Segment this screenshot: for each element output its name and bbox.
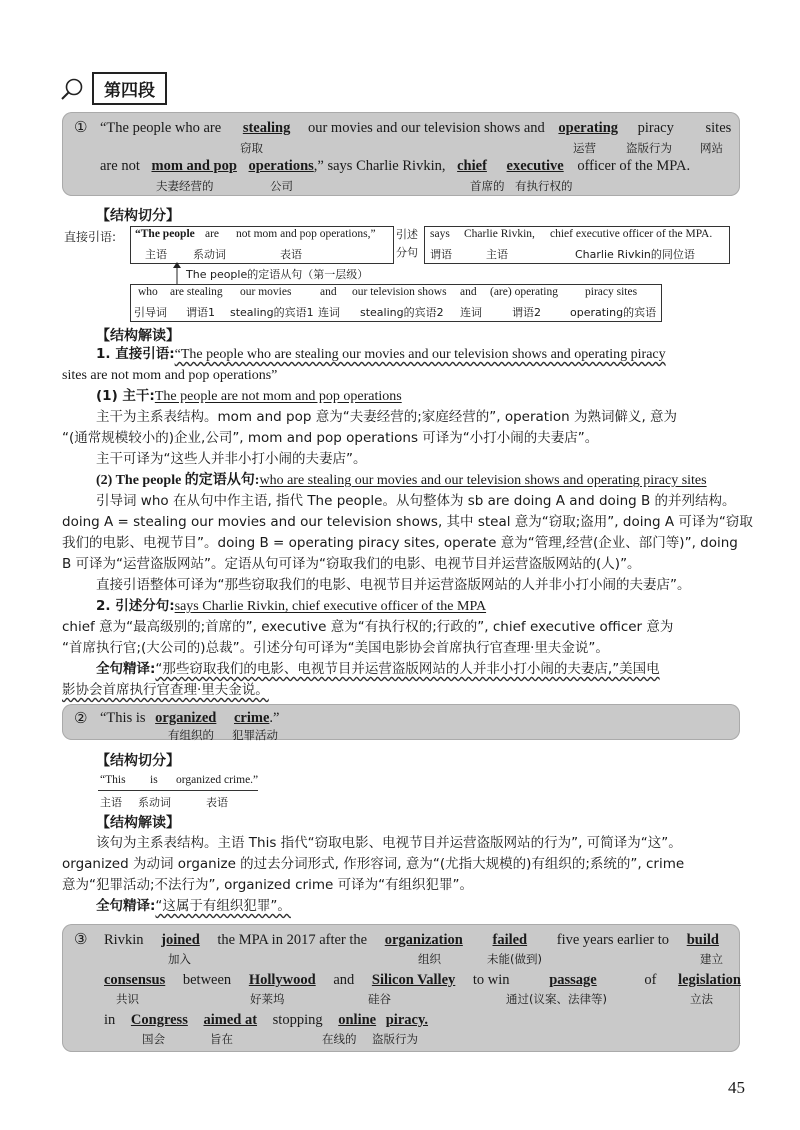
section-label: 【结构切分】 (96, 753, 180, 769)
split-word: and (460, 286, 477, 298)
split-gloss: 引导词 (134, 306, 167, 319)
gloss: 犯罪活动 (232, 728, 278, 742)
gloss: 建立 (700, 952, 723, 966)
gloss: 公司 (270, 179, 293, 193)
sentence-1-line-1: “The people who are stealing our movies and our television shows and operating piracy sites (100, 120, 732, 136)
paragraph: 主干可译为“这些人并非小打小闹的夫妻店”。 (96, 451, 367, 467)
paragraph: B 可译为“运营盗版网站”。定语从句可译为“窃取我们的电影、电视节目并运营盗版网站的(人)”。 (62, 556, 641, 572)
section-title: 第四段 (92, 72, 167, 105)
paragraph: 全句精译:“这属于有组织犯罪”。 (96, 898, 291, 914)
sentence-3-line-2: consensus between Hollywood and Silicon Valley to win passage of legislation (104, 972, 741, 988)
split-gloss: Charlie Rivkin的同位语 (575, 248, 695, 261)
split-word: are (205, 228, 220, 240)
gloss: 加入 (168, 952, 191, 966)
gloss: 夫妻经营的 (156, 179, 214, 193)
paragraph: 直接引语整体可译为“那些窃取我们的电影、电视节目并运营盗版网站的人并非小打小闹的夫妻店”。 (96, 577, 691, 593)
gloss: 组织 (418, 952, 441, 966)
split-gloss: 表语 (280, 248, 302, 261)
gloss: 国会 (142, 1032, 165, 1046)
split-word: not mom and pop operations,” (236, 228, 376, 240)
split-word: and (320, 286, 337, 298)
paragraph: (1) 主干:The people are not mom and pop operations (96, 388, 402, 404)
gloss: 有组织的 (168, 728, 214, 742)
split-gloss: 谓语1 (186, 306, 215, 319)
gloss: 在线的 (322, 1032, 357, 1046)
split-gloss: 主语 (145, 248, 167, 261)
split-gloss: operating的宾语 (570, 306, 657, 319)
paragraph: 1. 直接引语:“The people who are stealing our movies and our television shows and operating piracy (96, 346, 666, 362)
split-word: “The people (135, 228, 195, 240)
paragraph: chief 意为“最高级别的;首席的”, executive 意为“有执行权的;行政的”, chief executive officer 意为 (62, 619, 674, 635)
gloss: 盗版行为 (372, 1032, 418, 1046)
gloss: 盗版行为 (626, 141, 672, 155)
split-word: “This (100, 774, 126, 786)
sentence-number: ① (74, 118, 88, 136)
split-gloss: 连词 (318, 306, 340, 319)
gloss: 通过(议案、法律等) (506, 992, 607, 1006)
split-gloss: 分句 (396, 246, 418, 259)
split-underline (98, 790, 258, 791)
sentence-3-line-3: in Congress aimed at stopping online piracy. (104, 1012, 429, 1028)
section-label: 【结构解读】 (96, 328, 180, 344)
paragraph: 影协会首席执行官查理·里夫金说。 (62, 682, 269, 698)
section-label: 【结构解读】 (96, 815, 180, 831)
paragraph: 该句为主系表结构。主语 This 指代“窃取电影、电视节目并运营盗版网站的行为”, 可简译为“这”。 (96, 835, 682, 851)
sentence-2-line: “This is organized crime.” (100, 710, 280, 726)
section-header (60, 72, 167, 105)
paragraph: “首席执行官;(大公司的)总裁”。引述分句可译为“美国电影协会首席执行官查理·里夫金说”。 (62, 640, 609, 656)
split-word: our movies (240, 286, 292, 298)
paragraph: sites are not mom and pop operations” (62, 368, 278, 383)
gloss: 旨在 (210, 1032, 233, 1046)
clause-note: The people的定语从句（第一层级） (186, 268, 369, 281)
paragraph: 引导词 who 在从句中作主语, 指代 The people。从句整体为 sb are doing A and doing B 的并列结构。 (96, 493, 736, 509)
row-label: 直接引语: (64, 230, 117, 244)
gloss: 窃取 (240, 141, 263, 155)
gloss: 立法 (690, 992, 713, 1006)
split-word: chief executive officer of the MPA. (550, 228, 713, 240)
sentence-number: ③ (74, 930, 88, 948)
split-gloss: stealing的宾语1 (230, 306, 314, 319)
paragraph: 我们的电影、电视节目”。doing B = operating piracy sites, operate 意为“管理,经营(企业、部门等)”, doing (62, 535, 738, 551)
gloss: 共识 (116, 992, 139, 1006)
gloss: 未能(做到) (487, 952, 542, 966)
paragraph: 2. 引述分句:says Charlie Rivkin, chief executive officer of the MPA (96, 598, 487, 614)
paragraph: (2) The people 的定语从句:who are stealing our movies and our television shows and operating piracy sites (96, 473, 707, 488)
split-gloss: 谓语2 (512, 306, 541, 319)
split-word: Charlie Rivkin, (464, 228, 535, 240)
split-gloss: 表语 (206, 796, 228, 809)
paragraph: doing A = stealing our movies and our television shows, 其中 steal 意为“窃取;盗用”, doing A 可译为“窃取 (62, 514, 753, 530)
paragraph: “(通常规模较小的)企业,公司”, mom and pop operations 可译为“小打小闹的夫妻店”。 (62, 430, 599, 446)
split-gloss: 引述 (396, 228, 418, 241)
section-label: 【结构切分】 (96, 208, 180, 224)
sentence-3-line-1: Rivkin joined the MPA in 2017 after the organization failed five years earlier to build (104, 932, 719, 948)
split-gloss: 连词 (460, 306, 482, 319)
split-word: says (430, 228, 450, 240)
split-gloss: 主语 (100, 796, 122, 809)
split-gloss: 系动词 (193, 248, 226, 261)
split-word: who (138, 286, 158, 298)
sentence-number: ② (74, 709, 88, 727)
gloss: 首席的 (470, 179, 505, 193)
page-number: 45 (728, 1078, 745, 1097)
gloss: 有执行权的 (515, 179, 573, 193)
gloss: 硅谷 (368, 992, 391, 1006)
split-word: is (150, 774, 158, 786)
split-gloss: 谓语 (430, 248, 452, 261)
split-gloss: 系动词 (138, 796, 171, 809)
gloss: 运营 (573, 141, 596, 155)
paragraph: 主干为主系表结构。mom and pop 意为“夫妻经营的;家庭经营的”, operation 为熟词僻义, 意为 (96, 409, 678, 425)
split-word: piracy sites (585, 286, 638, 298)
split-word: are stealing (170, 286, 223, 298)
paragraph: 意为“犯罪活动;不法行为”, organized crime 可译为“有组织犯罪”。 (62, 877, 474, 893)
paragraph: 全句精译:“那些窃取我们的电影、电视节目并运营盗版网站的人并非小打小闹的夫妻店,”美国电 (96, 661, 660, 677)
split-word: our television shows (352, 286, 447, 298)
sentence-1-line-2: are not mom and pop operations,” says Charlie Rivkin, chief executive officer of the MPA. (100, 158, 691, 174)
split-word: organized crime.” (176, 774, 259, 786)
paragraph: organized 为动词 organize 的过去分词形式, 作形容词, 意为“(尤指大规模的)有组织的;系统的”, crime (62, 856, 685, 872)
split-gloss: 主语 (486, 248, 508, 261)
split-gloss: stealing的宾语2 (360, 306, 444, 319)
split-word: (are) operating (490, 286, 559, 298)
magnifier-icon (60, 76, 86, 102)
gloss: 网站 (700, 141, 723, 155)
gloss: 好莱坞 (250, 992, 285, 1006)
